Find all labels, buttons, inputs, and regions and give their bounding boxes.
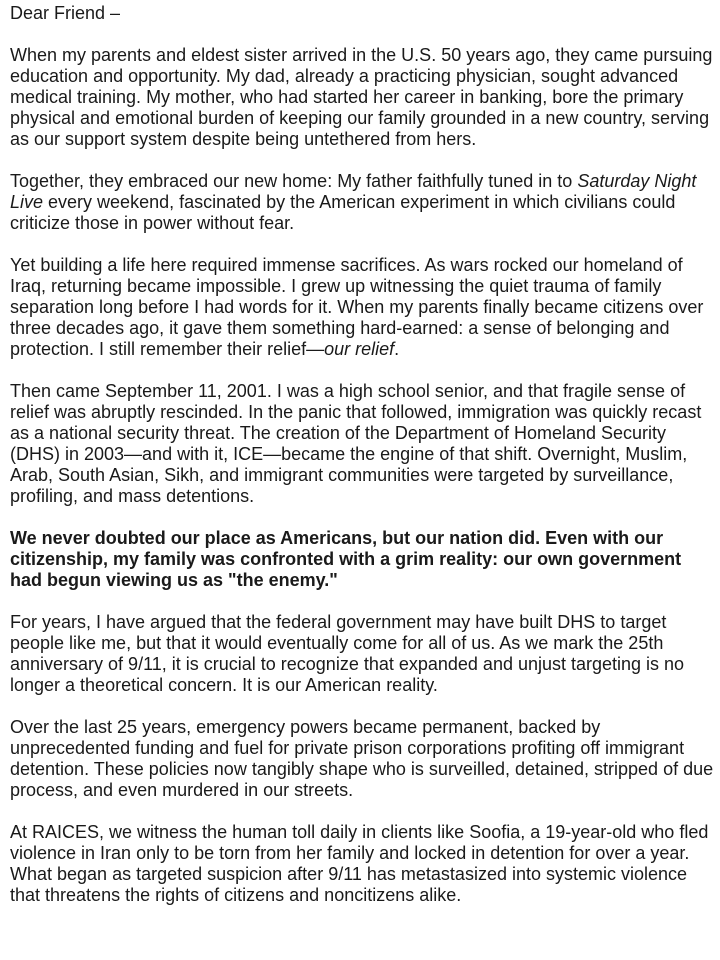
paragraph-emergency-powers: Over the last 25 years, emergency powers became permanent, backed by unprecedented funding and fuel for private prison corporations profiting off immigrant detention. These policies now tangibly shape who is surveilled, detained, stripped of due process, and even murdered in our streets. xyxy=(10,717,714,800)
paragraph-bold-statement: We never doubted our place as Americans, but our nation did. Even with our citizenship, my family was confronted with a grim reality: our own government had begun viewing us as "the enemy." xyxy=(10,528,682,590)
paragraph-new-home xyxy=(10,171,716,234)
letter-body xyxy=(10,3,716,906)
paragraph-text: Yet building a life here required immense sacrifices. As wars rocked our homeland of Iraq, returning became impossible. I grew up witnessing the quiet trauma of family separation long before I had words for it. When my parents finally became citizens over three decades ago, it gave them something hard-earned: a sense of belonging and protection. I still remember their relief— xyxy=(10,255,704,359)
paragraph-text: Together, they embraced our new home: My father faithfully tuned in to xyxy=(10,171,578,191)
italic-show-title: Saturday Night Live xyxy=(10,171,697,212)
paragraph-september-11: Then came September 11, 2001. I was a high school senior, and that fragile sense of relief was abruptly rescinded. In the panic that followed, immigration was quickly recast as a national security threat. The creation of the Department of Homeland Security (DHS) in 2003—and with it, ICE—became the engine of that shift. Overnight, Muslim, Arab, South Asian, Sikh, and immigrant communities were targeted by surveillance, profiling, and mass detentions. xyxy=(10,381,702,506)
paragraph-text: every weekend, fascinated by the American experiment in which civilians could criticize those in power without fear. xyxy=(10,192,676,233)
letter-greeting: Dear Friend – xyxy=(10,3,121,23)
paragraph-sacrifices xyxy=(10,255,716,360)
paragraph-text: . xyxy=(394,339,400,359)
paragraph-dhs-argument: For years, I have argued that the federal government may have built DHS to target people like me, but that it would eventually come for all of us. As we mark the 25th anniversary of 9/11, it is crucial to recognize that expanded and unjust targeting is no longer a theoretical concern. It is our American reality. xyxy=(10,612,685,695)
italic-emphasis: our relief xyxy=(324,339,395,359)
paragraph-parents-arrival: When my parents and eldest sister arrived in the U.S. 50 years ago, they came pursuing education and opportunity. My dad, already a practicing physician, sought advanced medical training. My mother, who had started her career in banking, bore the primary physical and emotional burden of keeping our family grounded in a new country, serving as our support system despite being untethered from hers. xyxy=(10,45,713,149)
paragraph-raices: At RAICES, we witness the human toll daily in clients like Soofia, a 19-year-old who fled violence in Iran only to be torn from her family and locked in detention for over a year. What began as targeted suspicion after 9/11 has metastasized into systemic violence that threatens the rights of citizens and noncitizens alike. xyxy=(10,822,709,905)
